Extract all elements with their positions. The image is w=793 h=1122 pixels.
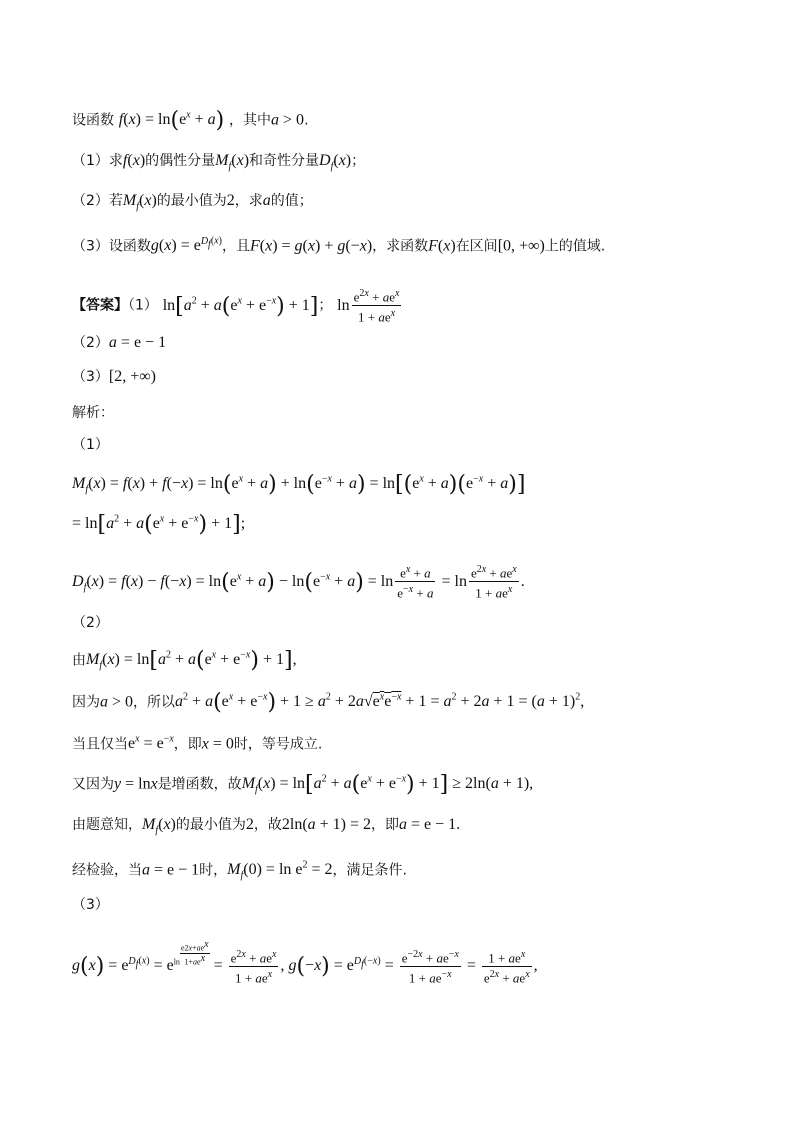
solution-label: 解析： [72,405,114,421]
solution-part-3: （3） [72,897,109,913]
solution-3-line-1: $g(x) = e^{D_f(x)} = eln$ $e2x+ae^x$ $1+ae^x$ = $\frac{e^{2x} + ae^x}{1 + ae^x}$ , $g(-x) = e^{D_f(-x)}$ = $\frac{e^{-2x} + ae^{-x}}{1 + ae^{-x}}$ = $\frac{1 + ae^x}{e^{2x} + ae^x}$ , [72,939,538,986]
question-3: （3）设函数$g(x) = e^{D_f(x)}$，且F(x) = g(x) + g(−x)，求函数F(x)在区间[0, +∞)上的值域. [72,236,606,255]
formula-f-def: $f(x) = \ln(e^x + a)$ [118,108,225,134]
solution-2-line-4: 又因为y = lnx是增函数，故$M_f(x) = \ln[a^2 + a(e^x + e^{-x}) + 1] \ge 2\ln(a + 1)$, [72,772,534,798]
solution-2-line-5: 由题意知，$M_f(x)$的最小值为2，故2ln(a + 1) = 2，即a = e − 1. [72,816,461,837]
problem-intro: 设函数 $f(x) = \ln(e^x + a)$ ，其中a > 0. [72,108,309,134]
solution-1-line-1: $M_f(x) = f(x) + f(-x) = \ln(e^x + a) + \ln(e^{-x} + a) = \ln[(e^x + a)(e^{-x} + a)]$ [72,472,526,498]
solution-part-1: （1） [72,437,109,453]
answer-2: （2）a = e − 1 [72,334,167,351]
solution-2-line-2: 因为a > 0，所以$a^2 + a(e^x + e^{-x}) + 1 \ge a^2 + 2a√e^xe^{-x} + 1 = a^2 + 2a + 1 = (a + 1)^2$, [72,690,585,716]
solution-2-line-1: 由$M_f(x) = \ln[a^2 + a(e^x + e^{-x}) + 1]$, [72,648,297,674]
solution-1-line-2: = $\ln[a^2 + a(e^x + e^{-x}) + 1]$; [72,512,246,538]
solution-2-line-3: 当且仅当$e^x = e^{-x}$，即x = 0时，等号成立. [72,734,323,753]
solution-1-line-3: $D_f(x) = f(x) - f(-x) = \ln(e^x + a) - \ln(e^{-x} + a) = \ln$ $\frac{e^x + a}{e^{-x} + a}$ = ln $\frac{e^{2x} + ae^x}{1 + ae^x}$ . [72,564,525,601]
solution-2-line-6: 经检验，当a = e − 1时，$M_f(0) = \ln e^2 = 2$，满足条件. [72,860,407,882]
solution-part-2: （2） [72,615,109,631]
answer-1: 【答案】（1） $\ln[a^2 + a(e^x + e^{-x}) + 1]$； ln $\frac{e^{2x} + ae^x}{1 + ae^x}$ [72,288,400,325]
answer-3: （3）[2, +∞) [72,368,157,385]
question-1: （1）求f(x)的偶性分量$M_f(x)$和奇性分量$D_f(x)$； [72,152,366,173]
question-2: （2）若$M_f(x)$的最小值为2，求a的值； [72,192,313,213]
